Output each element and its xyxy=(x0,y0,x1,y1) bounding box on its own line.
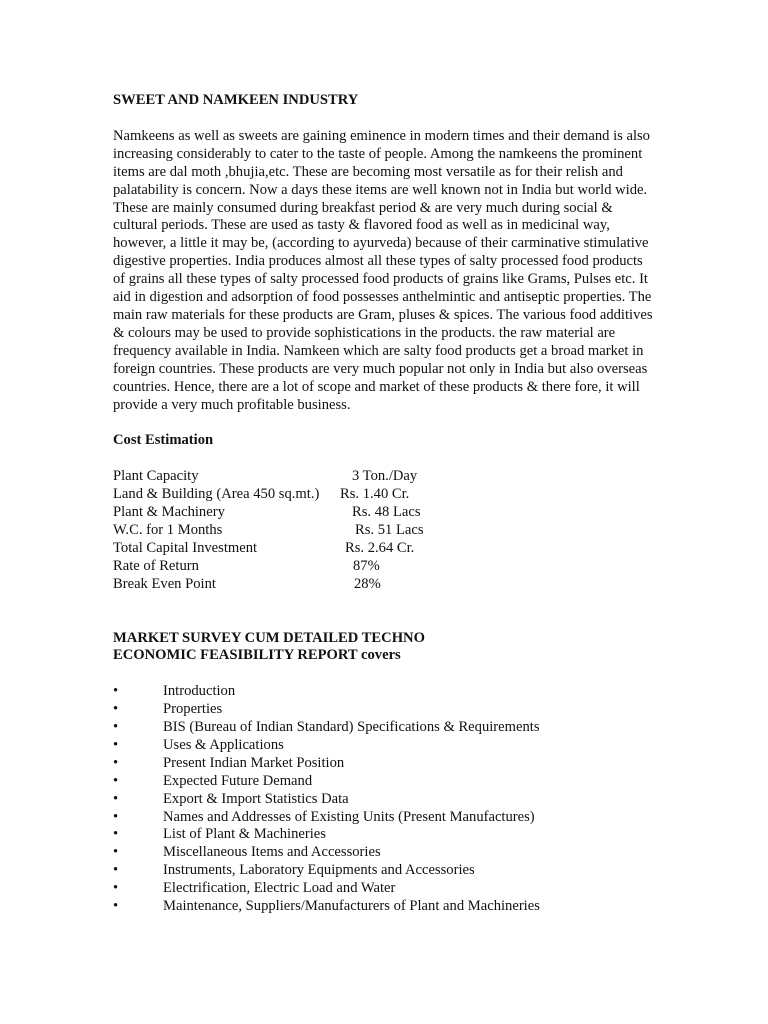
report-contents-list xyxy=(113,683,658,916)
cost-value: Rs. 51 Lacs xyxy=(355,521,424,538)
document-body xyxy=(113,92,658,916)
bullet-icon: • xyxy=(113,754,119,771)
list-item-text: Export & Import Statistics Data xyxy=(163,790,349,807)
bullet-icon: • xyxy=(113,683,119,700)
bullet-icon: • xyxy=(113,701,119,718)
bullet-icon: • xyxy=(113,862,119,879)
list-item-text: Present Indian Market Position xyxy=(163,754,345,771)
bullet-icon: • xyxy=(113,790,119,807)
list-item xyxy=(113,862,658,880)
cost-value: 3 Ton./Day xyxy=(352,468,418,485)
cost-value: Rs. 2.64 Cr. xyxy=(345,539,415,556)
cost-estimation-table xyxy=(113,468,658,593)
bullet-icon: • xyxy=(113,808,119,825)
cost-label: Break Even Point xyxy=(113,575,216,592)
list-item xyxy=(113,809,658,827)
cost-row xyxy=(113,468,658,486)
cost-row xyxy=(113,522,658,540)
list-item-text: BIS (Bureau of Indian Standard) Specifications & Requirements xyxy=(163,719,540,736)
list-item-text: Names and Addresses of Existing Units (Present Manufactures) xyxy=(163,808,535,825)
cost-row xyxy=(113,576,658,594)
list-item-text: Introduction xyxy=(163,683,236,700)
list-item xyxy=(113,844,658,862)
report-heading xyxy=(113,630,658,666)
list-item-text: Properties xyxy=(163,701,223,718)
report-heading-line1: MARKET SURVEY CUM DETAILED TECHNO xyxy=(113,629,425,646)
list-item-text: Uses & Applications xyxy=(163,737,284,754)
cost-row xyxy=(113,504,658,522)
cost-label: Plant & Machinery xyxy=(113,504,225,521)
bullet-icon: • xyxy=(113,844,119,861)
list-item xyxy=(113,701,658,719)
list-item-text: Miscellaneous Items and Accessories xyxy=(163,844,381,861)
intro-paragraph: Namkeens as well as sweets are gaining eminence in modern times and their demand is also increasing considerably to cater to the taste of people. Among the namkeens the prominent items are dal moth ,bhujia,etc. These are becoming most versatile as for their relish and palatability is concern. Now a days these items are well known not in India but world wide. These are mainly consumed during breakfast period & are very much during social & cultural periods. These are used as tasty & flavored food as well as in medicinal way, however, a little it may be, (according to ayurveda) because of their carminative stimulative digestive properties. India produces almost all these types of salty processed food products of grains all these types of salty processed food products of grains like Grams, Pulses etc. It aid in digestion and adsorption of food possesses anthelmintic and antiseptic properties. The main raw materials for these products are Gram, pluses & spices. The various food additives & colours may be used to provide sophistications in the products. the raw material are frequency available in India. Namkeen which are salty food products get a broad market in foreign countries. These products are very much popular not only in India but also overseas countries. Hence, there are a lot of scope and market of these products & there fore, it will provide a very much profitable business. xyxy=(113,127,653,413)
list-item xyxy=(113,791,658,809)
report-section xyxy=(113,630,658,916)
list-item xyxy=(113,755,658,773)
list-item-text: List of Plant & Machineries xyxy=(163,826,326,843)
cost-label: Total Capital Investment xyxy=(113,539,258,556)
list-item xyxy=(113,683,658,701)
cost-row xyxy=(113,540,658,558)
list-item-text: Electrification, Electric Load and Water xyxy=(163,880,396,897)
list-item xyxy=(113,719,658,737)
cost-label: Plant Capacity xyxy=(113,468,199,485)
cost-row xyxy=(113,558,658,576)
list-item-text: Expected Future Demand xyxy=(163,772,313,789)
bullet-icon: • xyxy=(113,826,119,843)
report-heading-line2: ECONOMIC FEASIBILITY REPORT covers xyxy=(113,647,401,664)
list-item-text: Maintenance, Suppliers/Manufacturers of Plant and Machineries xyxy=(163,898,540,915)
bullet-icon: • xyxy=(113,880,119,897)
list-item xyxy=(113,880,658,898)
bullet-icon: • xyxy=(113,737,119,754)
cost-value: 87% xyxy=(353,557,380,574)
bullet-icon: • xyxy=(113,719,119,736)
bullet-icon: • xyxy=(113,898,119,915)
list-item xyxy=(113,737,658,755)
cost-label: Rate of Return xyxy=(113,557,199,574)
bullet-icon: • xyxy=(113,772,119,789)
cost-row xyxy=(113,486,658,504)
cost-label: W.C. for 1 Months xyxy=(113,521,223,538)
list-item-text: Instruments, Laboratory Equipments and Accessories xyxy=(163,862,475,879)
cost-label: Land & Building (Area 450 sq.mt.) xyxy=(113,486,320,503)
cost-value: 28% xyxy=(354,575,381,592)
cost-value: Rs. 1.40 Cr. xyxy=(340,486,410,503)
cost-estimation-heading: Cost Estimation xyxy=(113,432,214,449)
list-item xyxy=(113,773,658,791)
document-title: SWEET AND NAMKEEN INDUSTRY xyxy=(113,92,359,108)
list-item xyxy=(113,826,658,844)
list-item xyxy=(113,898,658,916)
cost-value: Rs. 48 Lacs xyxy=(352,504,421,521)
